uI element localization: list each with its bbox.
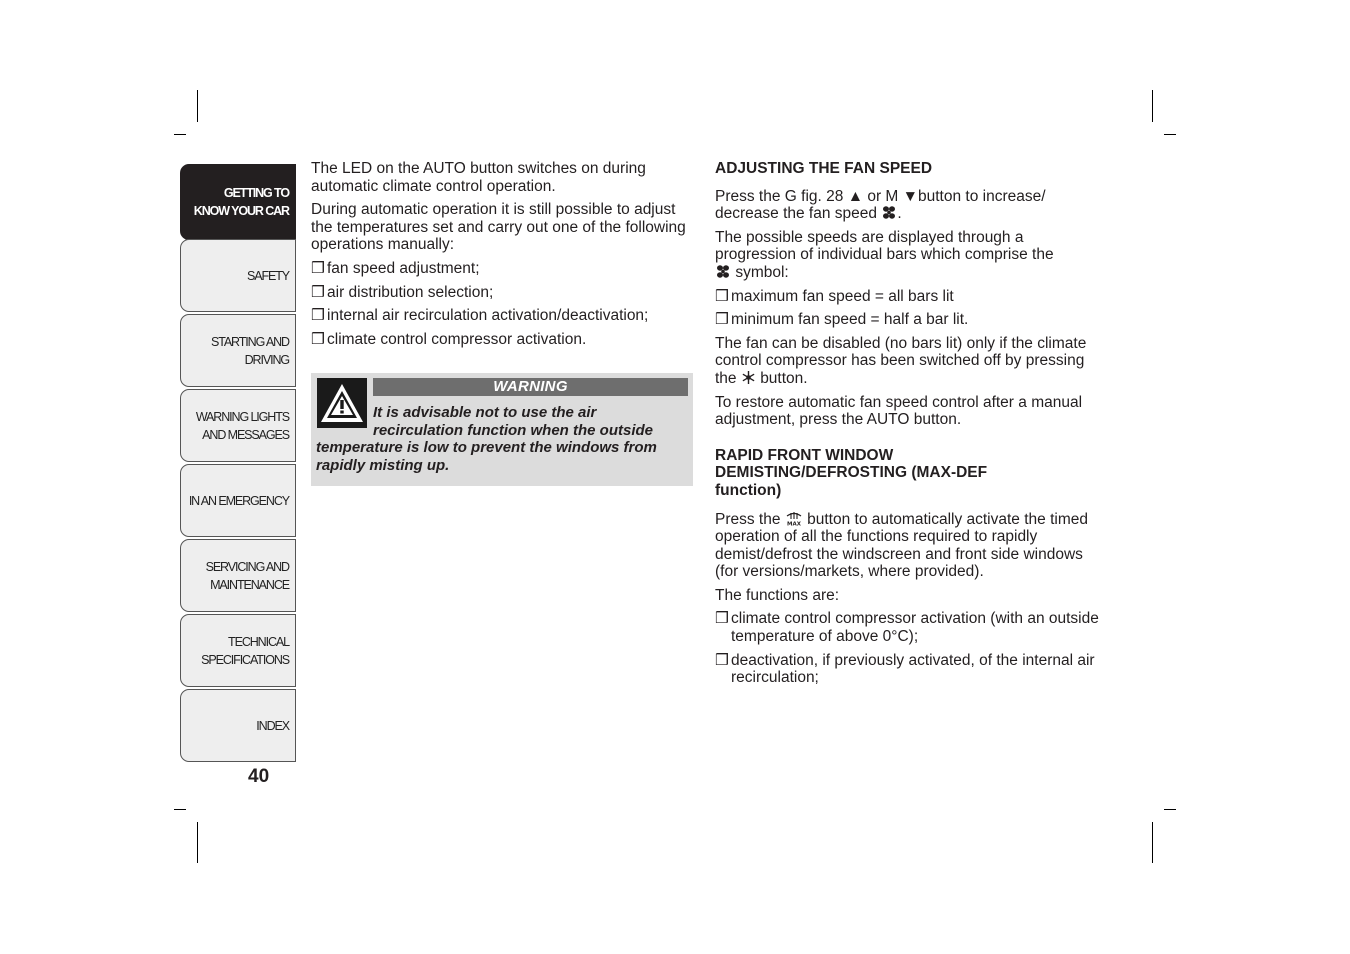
tab-label: SERVICING AND [205, 559, 289, 574]
text-run: The fan can be disabled (no bars lit) only if the climate control compressor has been switched off by pressing the [715, 334, 1087, 387]
list-item [311, 260, 693, 278]
checkbox-bullet-icon: ❒ [715, 311, 729, 329]
section-heading-max-def [715, 447, 1099, 500]
paragraph: During automatic operation it is still possible to adjust the temperatures set and carry out one of the following operations manually: [311, 201, 686, 254]
tab-label: MAINTENANCE [210, 577, 289, 592]
tab-label: INDEX [256, 718, 289, 733]
page-number: 40 [248, 766, 270, 787]
text-run: . [897, 205, 902, 223]
tab-label: STARTING AND [210, 334, 289, 349]
tab-technical-specifications[interactable] [180, 614, 296, 687]
list-item [715, 311, 1099, 329]
tab-label: KNOW YOUR CAR [193, 204, 289, 218]
right-column [715, 160, 1099, 693]
tab-warning-lights-and-messages[interactable] [180, 389, 296, 462]
text-run: button to automatically activate the timed operation of all the functions required to rapidly demist/defrost the windscreen and front side windows (for versions/markets, where provided). [715, 510, 1088, 581]
tab-getting-to-know-your-car[interactable] [180, 164, 296, 240]
max-defrost-icon [785, 510, 803, 526]
text-run: Press the [715, 510, 781, 528]
tab-label: AND MESSAGES [202, 427, 289, 442]
list-item [715, 288, 1099, 306]
tab-label: SPECIFICATIONS [201, 652, 289, 667]
list-item-text: maximum fan speed = all bars lit [731, 287, 954, 305]
list-item-text: air distribution selection; [327, 283, 494, 301]
fan-icon [881, 205, 897, 220]
tab-label: TECHNICAL [228, 634, 289, 649]
crop-mark [197, 822, 198, 863]
paragraph [715, 188, 1099, 223]
checkbox-bullet-icon: ❒ [311, 283, 325, 301]
checkbox-bullet-icon: ❒ [715, 651, 729, 669]
fan-icon [715, 264, 731, 279]
text-run: symbol: [735, 263, 789, 281]
list-item-text: climate control compressor activation (with an outside temperature of above 0°C); [731, 610, 1099, 646]
list-item-text: internal air recirculation activation/deactivation; [327, 307, 649, 325]
crop-mark [1152, 822, 1153, 863]
crop-mark [1164, 134, 1176, 135]
tab-safety[interactable] [180, 239, 296, 312]
tab-label: IN AN EMERGENCY [188, 493, 289, 508]
warning-text: It is advisable not to use the air recirculation function when the outside temperature is low to prevent the windows from rapidly misting up. [316, 404, 657, 474]
heading-line: function) [715, 481, 782, 499]
list-item-text: deactivation, if previously activated, of the internal air recirculation; [731, 651, 1095, 687]
tab-label: DRIVING [244, 352, 289, 367]
list-item [311, 284, 693, 302]
crop-mark [174, 134, 186, 135]
list-item [311, 331, 693, 349]
heading-line: DEMISTING/DEFROSTING (MAX-DEF [715, 464, 988, 482]
tab-servicing-and-maintenance[interactable] [180, 539, 296, 612]
tab-label: SAFETY [246, 268, 289, 283]
checkbox-bullet-icon: ❒ [715, 287, 729, 305]
heading-line: RAPID FRONT WINDOW [715, 446, 894, 464]
tab-label: GETTING TO [223, 186, 289, 200]
list-item [311, 307, 693, 325]
checkbox-bullet-icon: ❒ [311, 307, 325, 325]
list-item-text: minimum fan speed = half a bar lit. [731, 311, 969, 329]
crop-mark [174, 809, 186, 810]
text-run: or M [867, 187, 899, 205]
triangle-down-icon: ▼ [902, 187, 918, 205]
text-run: Press the G fig. 28 [715, 187, 844, 205]
snowflake-icon [741, 370, 756, 385]
checkbox-bullet-icon: ❒ [311, 330, 325, 348]
crop-mark [197, 90, 198, 122]
checkbox-bullet-icon: ❒ [311, 259, 325, 277]
left-column [311, 160, 693, 354]
tab-index[interactable] [180, 689, 296, 762]
list-item-text: climate control compressor activation. [327, 330, 587, 348]
crop-mark [1164, 809, 1176, 810]
crop-mark [1152, 90, 1153, 122]
tab-starting-and-driving[interactable] [180, 314, 296, 387]
text-run: button to increase/ decrease the fan speed [715, 187, 1046, 223]
triangle-up-icon: ▲ [847, 187, 864, 205]
text-run: The possible speeds are displayed through a progression of individual bars which comprise the [715, 228, 1054, 264]
list-item [715, 610, 1099, 645]
paragraph: The functions are: [715, 586, 840, 604]
paragraph: The LED on the AUTO button switches on during automatic climate control operation. [311, 160, 646, 195]
paragraph [715, 335, 1099, 388]
warning-title: WARNING [373, 378, 688, 396]
checkbox-bullet-icon: ❒ [715, 610, 729, 628]
tab-label: WARNING LIGHTS [195, 409, 289, 424]
list-item [715, 652, 1099, 687]
warning-box [311, 373, 693, 486]
paragraph [715, 510, 1099, 581]
tab-in-an-emergency[interactable] [180, 464, 296, 537]
text-run: button. [760, 369, 808, 387]
list-item-text: fan speed adjustment; [327, 259, 480, 277]
section-heading-fan-speed: ADJUSTING THE FAN SPEED [715, 160, 933, 177]
paragraph [715, 229, 1099, 282]
paragraph: To restore automatic fan speed control after a manual adjustment, press the AUTO button. [715, 393, 1083, 429]
max-icon-label: MAX [786, 521, 801, 526]
